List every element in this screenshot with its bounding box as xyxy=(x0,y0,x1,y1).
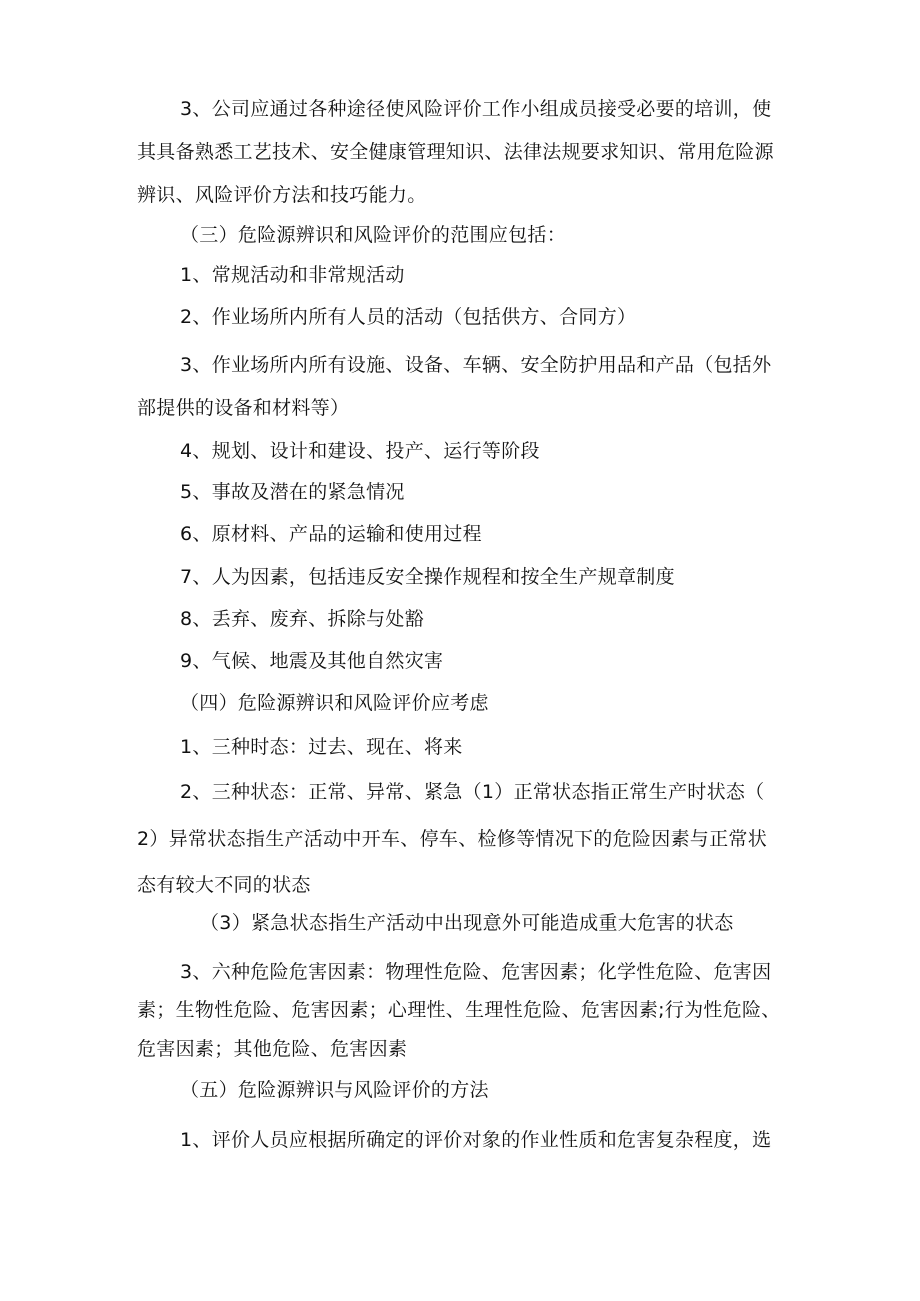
text-line: （3）紧急状态指生产活动中出现意外可能造成重大危害的状态 xyxy=(200,912,734,934)
text-line: 态有较大不同的状态 xyxy=(137,874,311,896)
section-heading: （五）危险源辨识与风险评价的方法 xyxy=(180,1079,489,1101)
list-item: 1、常规活动和非常规活动 xyxy=(180,264,405,286)
text-line: 素；生物性危险、危害因素；心理性、生理性危险、危害因素;行为性危险、 xyxy=(137,999,781,1021)
list-item: 9、气候、地震及其他自然灾害 xyxy=(180,650,444,672)
list-item: 7、人为因素，包括违反安全操作规程和按全生产规章制度 xyxy=(180,566,675,588)
list-item: 5、事故及潜在的紧急情况 xyxy=(180,481,405,503)
section-heading: （四）危险源辨识和风险评价应考虑 xyxy=(180,692,489,714)
list-item: 8、丢弃、废弃、拆除与处豁 xyxy=(180,608,424,630)
text-line: 3、公司应通过各种途径使风险评价工作小组成员接受必要的培训，使 xyxy=(180,98,772,120)
list-item: 2、三种状态：正常、异常、紧急（1）正常状态指正常生产时状态（ xyxy=(180,781,765,803)
list-item: 4、规划、设计和建设、投产、运行等阶段 xyxy=(180,440,540,462)
list-item: 2、作业场所内所有人员的活动（包括供方、合同方） xyxy=(180,306,637,328)
text-line: 危害因素；其他危险、危害因素 xyxy=(137,1038,408,1060)
list-item: 3、六种危险危害因素：物理性危险、危害因素；化学性危险、危害因 xyxy=(180,961,772,983)
list-item: 1、三种时态：过去、现在、将来 xyxy=(180,736,463,758)
text-line: 部提供的设备和材料等） xyxy=(137,397,350,419)
list-item: 3、作业场所内所有设施、设备、车辆、安全防护用品和产品（包括外 xyxy=(180,354,772,376)
text-line: 其具备熟悉工艺技术、安全健康管理知识、法律法规要求知识、常用危险源 xyxy=(137,141,774,163)
list-item: 6、原材料、产品的运输和使用过程 xyxy=(180,523,482,545)
text-line: 辨识、风险评价方法和技巧能力。 xyxy=(137,184,427,206)
section-heading: （三）危险源辨识和风险评价的范围应包括： xyxy=(180,224,567,246)
list-item: 1、评价人员应根据所确定的评价对象的作业性质和危害复杂程度，选 xyxy=(180,1129,772,1151)
text-line: 2）异常状态指生产活动中开车、停车、检修等情况下的危险因素与正常状 xyxy=(137,828,767,850)
